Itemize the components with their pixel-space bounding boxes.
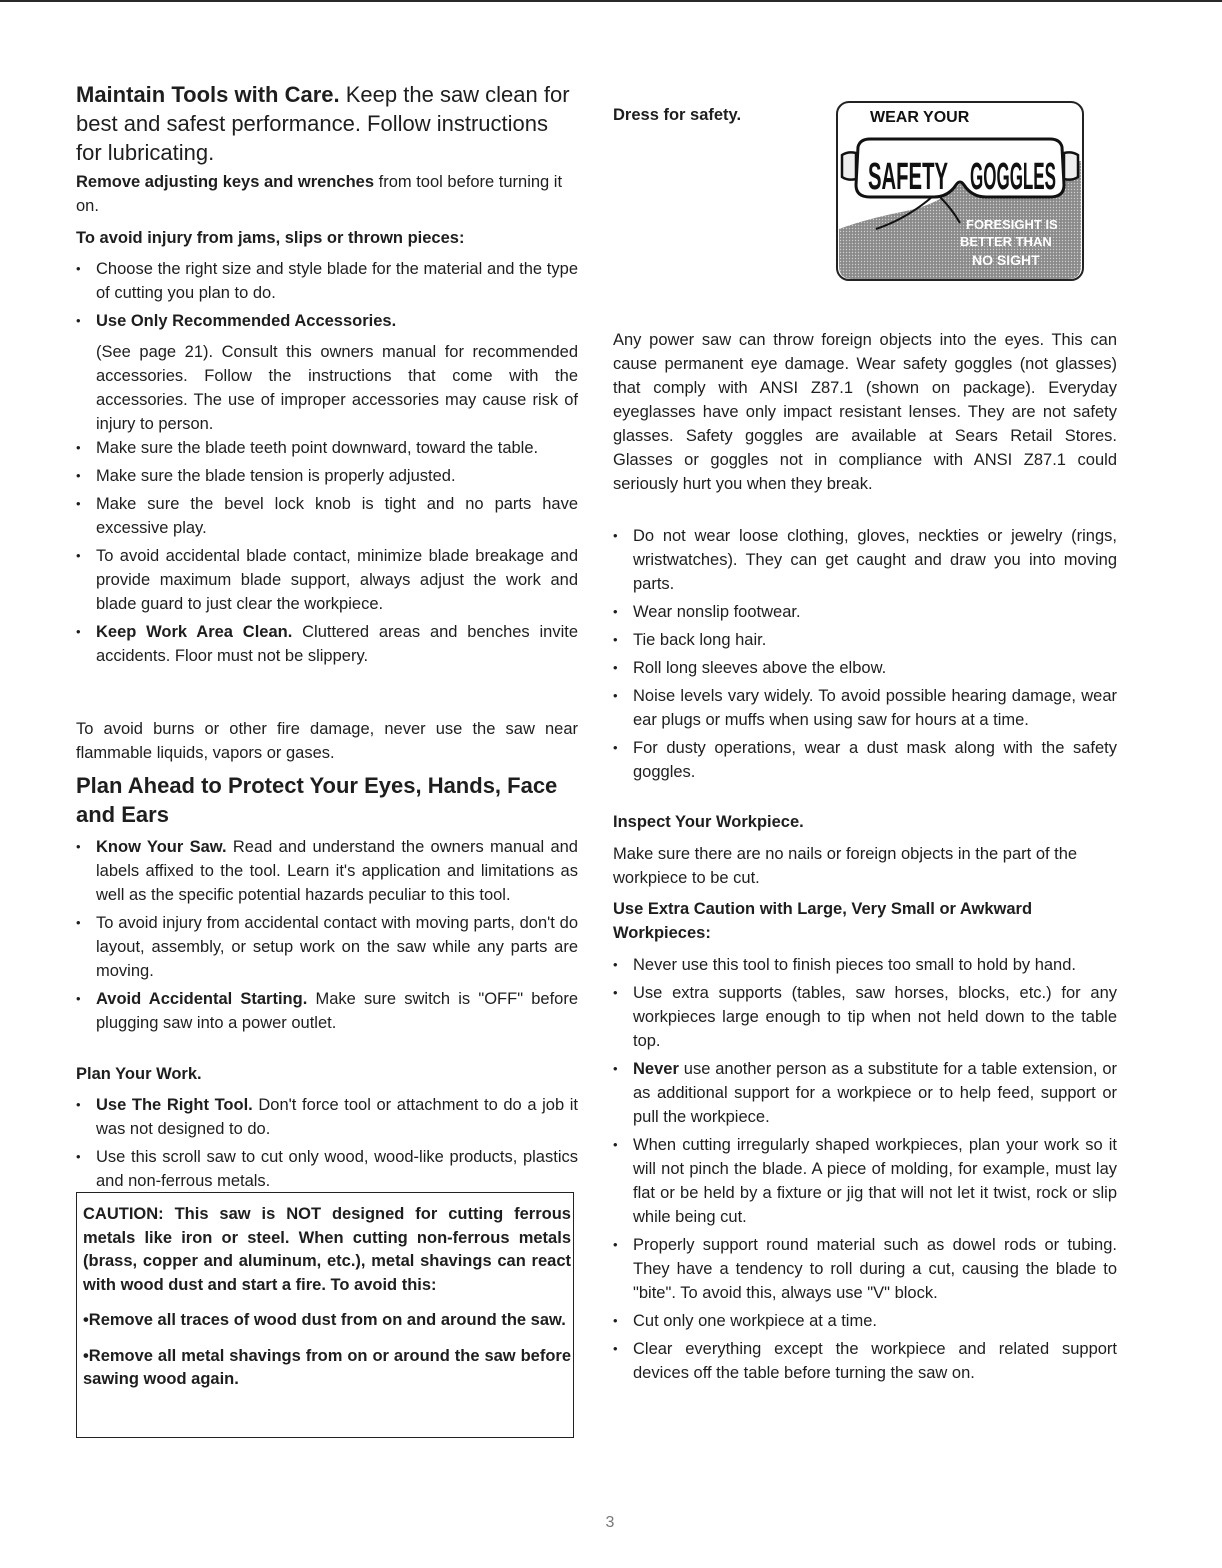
- list-item-text: Make sure the bevel lock knob is tight and no parts have excessive play.: [96, 495, 578, 537]
- list-item-bold: Keep Work Area Clean.: [96, 623, 293, 641]
- top-rule: [0, 0, 1222, 2]
- bullet-list-3: [76, 835, 578, 1035]
- bullet-list-4: [76, 1093, 578, 1193]
- list-item: [613, 1337, 1117, 1385]
- plan-ahead-heading: Plan Ahead to Protect Your Eyes, Hands, Face and Ears: [76, 773, 558, 827]
- foresight-line-3: NO SIGHT: [972, 252, 1040, 268]
- page-number: 3: [605, 1514, 615, 1531]
- list-item-text: Make sure the blade teeth point downward, toward the table.: [96, 439, 539, 457]
- caution-item-1: •Remove all traces of wood dust from on and around the saw.: [83, 1311, 566, 1329]
- maintain-heading: Maintain Tools with Care.: [76, 82, 340, 107]
- list-item-text: use another person as a substitute for a table extension, or as additional support for a workpiece or to help feed, support or pull the workpiece.: [633, 1060, 1117, 1126]
- foresight-line-2: BETTER THAN: [960, 234, 1052, 249]
- caution-item-2: •Remove all metal shavings from on or around the saw before sawing wood again.: [83, 1346, 571, 1388]
- bullet-list-dress: [613, 524, 1117, 784]
- list-item-bold: Know Your Saw.: [96, 838, 227, 856]
- list-item-text: When cutting irregularly shaped workpieces, plan your work so it will not pinch the blade. A piece of molding, for example, must lay flat or be held by a fixture or jig that will not let it twist, rock or slip while being cut.: [633, 1136, 1117, 1226]
- list-item: [613, 953, 1117, 977]
- list-item: [76, 911, 578, 983]
- goggles-strap-left: [842, 152, 856, 179]
- caution-box: [76, 1192, 574, 1438]
- foresight-line-1: FORESIGHT IS: [966, 217, 1058, 232]
- wear-your-text: WEAR YOUR: [870, 109, 970, 126]
- burns-paragraph: To avoid burns or other fire damage, never use the saw near flammable liquids, vapors or gases.: [76, 720, 578, 762]
- list-item: [76, 257, 578, 305]
- list-item: [76, 835, 578, 907]
- safety-text: SAFETY: [868, 156, 948, 198]
- maintain-text: Keep the saw clean for best and safest performance. Follow instructions for lubricating.: [76, 82, 570, 165]
- list-item: [76, 620, 578, 668]
- list-item: [613, 736, 1117, 784]
- list-item-text: Noise levels vary widely. To avoid possible hearing damage, wear ear plugs or muffs when using saw for hours at a time.: [633, 687, 1117, 729]
- list-item-bold: Use Only Recommended Accessories.: [96, 312, 397, 330]
- list-item-bold: Never: [633, 1060, 679, 1078]
- maintain-paragraph: [76, 80, 578, 167]
- list-item: [76, 987, 578, 1035]
- goggles-text: GOGGLES: [970, 156, 1056, 198]
- list-item: [613, 656, 1117, 680]
- list-item-text: To avoid accidental blade contact, minimize blade breakage and provide maximum blade support, always adjust the work and blade guard to just clear the workpiece.: [96, 547, 578, 613]
- eyes-paragraph: Any power saw can throw foreign objects into the eyes. This can cause permanent eye damage. Wear safety goggles (not glasses) that comply with ANSI Z87.1 (shown on package). Everyday eyeglasses have only impact resistant lenses. They are not safety glasses. Safety goggles are available at Sears Retail Stores. Glasses or goggles not in compliance with ANSI Z87.1 could seriously hurt you when they break.: [613, 331, 1117, 493]
- avoid-injury-heading: To avoid injury from jams, slips or thrown pieces:: [76, 229, 465, 247]
- list-item: [76, 464, 578, 488]
- extra-caution-heading: Use Extra Caution with Large, Very Small or Awkward Workpieces:: [613, 900, 1033, 942]
- list-item-text: Use extra supports (tables, saw horses, blocks, etc.) for any workpieces large enough to tip when not held down to the table top.: [633, 984, 1117, 1050]
- list-item-text: Wear nonslip footwear.: [633, 603, 801, 621]
- bullet-list-2: [76, 436, 578, 668]
- caution-text: CAUTION: This saw is NOT designed for cutting ferrous metals like iron or steel. When cutting non-ferrous metals (brass, copper and aluminum, etc.), metal shavings can react with wood dust and start a fire. To avoid this:: [83, 1205, 571, 1294]
- list-item: [76, 1093, 578, 1141]
- list-item-text: Clear everything except the workpiece and related support devices off the table before turning the saw on.: [633, 1340, 1117, 1382]
- dress-heading: Dress for safety.: [613, 106, 742, 124]
- list-item: [613, 981, 1117, 1053]
- list-item-text: Properly support round material such as dowel rods or tubing. They have a tendency to roll during a cut, causing the blade to "bite". To avoid this, always use "V" block.: [633, 1236, 1117, 1302]
- list-item: [613, 600, 1117, 624]
- bullet-list-1: [76, 257, 578, 333]
- remove-keys-paragraph: [76, 170, 578, 218]
- list-item: [76, 436, 578, 460]
- list-item-bold: Use The Right Tool.: [96, 1096, 253, 1114]
- list-item-text: Cluttered areas and benches invite accidents. Floor must not be slippery.: [96, 623, 578, 665]
- list-item: [613, 628, 1117, 652]
- list-item: [613, 524, 1117, 596]
- list-item: [613, 1233, 1117, 1305]
- list-item-text: Tie back long hair.: [633, 631, 767, 649]
- list-item-text: Cut only one workpiece at a time.: [633, 1312, 877, 1330]
- list-item: [613, 684, 1117, 732]
- list-item-text: For dusty operations, wear a dust mask along with the safety goggles.: [633, 739, 1117, 781]
- list-item: [76, 1145, 578, 1193]
- inspect-text: Make sure there are no nails or foreign objects in the part of the workpiece to be cut.: [613, 845, 1078, 887]
- list-item-text: Read and understand the owners manual and labels affixed to the tool. Learn it's application and limitations as well as the specific potential hazards peculiar to this tool.: [96, 838, 578, 904]
- list-item: [76, 309, 578, 333]
- bullet-list-workpieces: [613, 953, 1117, 1385]
- list-item-text: Make sure the blade tension is properly adjusted.: [96, 467, 456, 485]
- list-item: [76, 492, 578, 540]
- accessories-note: (See page 21). Consult this owners manual for recommended accessories. Follow the instructions that come with the accessories. The use of improper accessories may cause risk of injury to person.: [96, 343, 578, 433]
- list-item-bold: Avoid Accidental Starting.: [96, 990, 308, 1008]
- plan-work-heading: Plan Your Work.: [76, 1065, 202, 1083]
- inspect-heading: Inspect Your Workpiece.: [613, 813, 804, 831]
- remove-keys-text: from tool before turning it on.: [76, 173, 563, 215]
- list-item: [613, 1057, 1117, 1129]
- safety-goggles-label: [836, 101, 1084, 281]
- list-item-text: Choose the right size and style blade for the material and the type of cutting you plan to do.: [96, 260, 578, 302]
- goggles-strap-right: [1064, 152, 1078, 179]
- list-item-text: Roll long sleeves above the elbow.: [633, 659, 887, 677]
- list-item-text: Do not wear loose clothing, gloves, neckties or jewelry (rings, wristwatches). They can get caught and draw you into moving parts.: [633, 527, 1117, 593]
- list-item-text: Use this scroll saw to cut only wood, wood-like products, plastics and non-ferrous metals.: [96, 1148, 578, 1190]
- list-item: [613, 1133, 1117, 1229]
- list-item-text: To avoid injury from accidental contact with moving parts, don't do layout, assembly, or setup work on the saw while any parts are moving.: [96, 914, 578, 980]
- list-item: [76, 544, 578, 616]
- remove-keys-bold: Remove adjusting keys and wrenches: [76, 173, 375, 191]
- list-item-text: Never use this tool to finish pieces too small to hold by hand.: [633, 956, 1076, 974]
- list-item: [613, 1309, 1117, 1333]
- list-item-text: Make sure switch is "OFF" before plugging saw into a power outlet.: [96, 990, 579, 1032]
- list-item-text: Don't force tool or attachment to do a job it was not designed to do.: [96, 1096, 578, 1138]
